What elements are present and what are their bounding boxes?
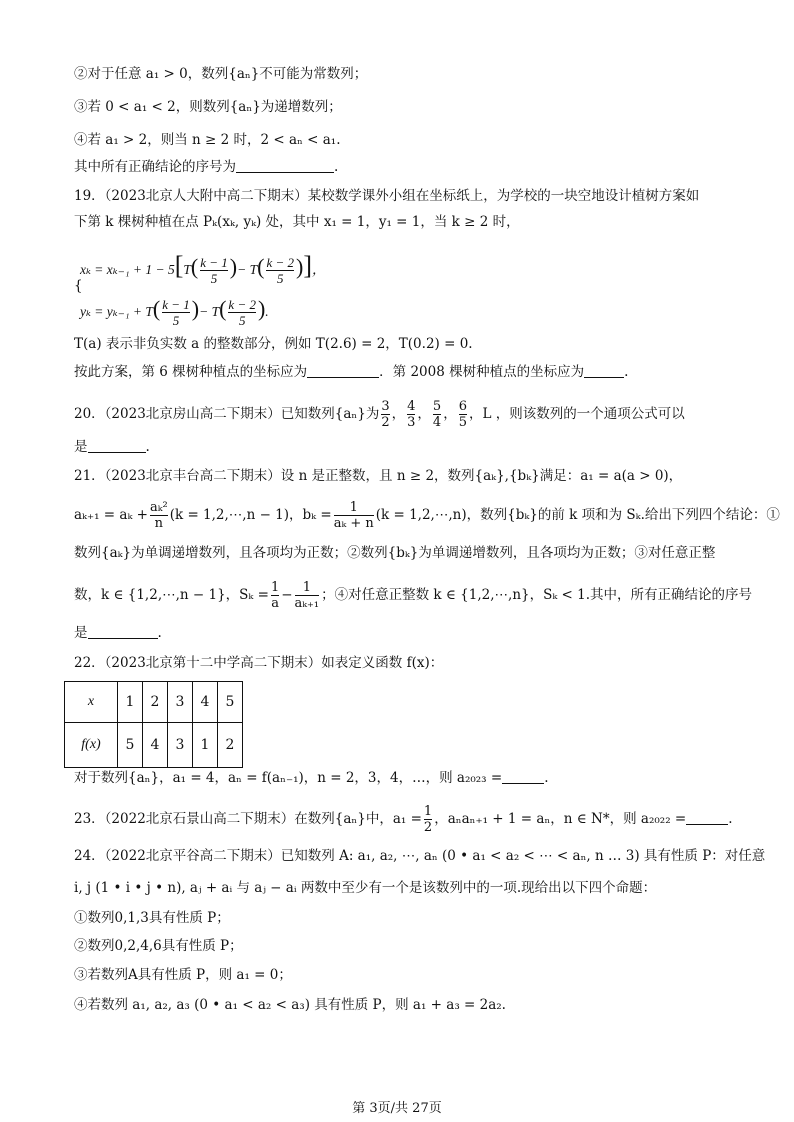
question-21-line-2: aₖ₊₁ = aₖ + $\frac{\text{aₖ²}}{n}$ (k = 1,2,⋯,n − 1)，bₖ = $\frac{1}{\text{aₖ + n}}$ (k = 1,2,⋯,n)，数列{bₖ}的前 k 项和为 Sₖ.给出下列四个结论：① [74, 500, 780, 531]
question-21-line-1: 21．（2023北京丰台高二下期末）设 n 是正整数，且 n ≥ 2，数列{aₖ},{bₖ}满足：a₁ = a(a > 0)， [74, 468, 683, 484]
question-19-line-2: 下第 k 棵树种植在点 Pₖ(xₖ, yₖ) 处，其中 x₁ = 1，y₁ = 1，当 k ≥ 2 时， [74, 214, 520, 230]
fraction: $\frac{6}{5}$ [458, 399, 467, 430]
conclusion-3: ③若 0 < a₁ < 2，则数列{aₙ}为递增数列； [74, 99, 342, 115]
table-cell: 5 [218, 682, 243, 723]
question-20-line-1: 20．（2023北京房山高二下期末）已知数列{aₙ}为 $\frac{3}{2}$ ， $\frac{4}{3}$ ， $\frac{5}{4}$ ， $\frac{6}{5}$ ，L ，则该数列的一个通项公式可以 [74, 399, 685, 430]
fraction: $\frac{5}{4}$ [432, 399, 442, 430]
question-19-brace: { [74, 278, 83, 294]
question-19-formula-y: yₖ = yₖ₋₁ + T( $\frac{k - 1}{5}$ )− T( $\frac{k - 2}{5}$ ). [80, 296, 269, 329]
question-23-line-1: 23．（2022北京石景山高二下期末）在数列{aₙ}中，a₁ = $\frac{1}{2}$ ，aₙaₙ₊₁ + 1 = aₙ，n ∈ N*，则 a₂₀₂₂ = . [74, 804, 733, 835]
question-21-line-3: 数列{aₖ}为单调递增数列，且各项均为正数；②数列{bₖ}为单调递增数列，且各项均为正数；③对任意正整 [74, 545, 716, 561]
answer-blank[interactable] [88, 624, 158, 639]
fraction-one-half: $\frac{1}{2}$ [423, 804, 433, 835]
answer-blank[interactable] [307, 363, 379, 378]
answer-blank[interactable] [584, 363, 624, 378]
question-19-line-4: 按此方案，第 6 棵树种植点的坐标应为 ．第 2008 棵树种植点的坐标应为 . [74, 364, 629, 380]
function-table [64, 681, 243, 768]
fraction-k-minus-2: $\frac{k - 2}{5}$ [228, 297, 256, 329]
question-24-proposition-2: ②数列0,2,4,6具有性质 P； [74, 938, 243, 954]
table-header-cell: f(x) [65, 723, 118, 768]
conclusion-2: ②对于任意 a₁ > 0，数列{aₙ}不可能为常数列； [74, 66, 368, 82]
table-row [65, 682, 243, 723]
fraction: $\frac{\text{aₖ²}}{n}$ [149, 500, 168, 531]
fraction-k-minus-1: $\frac{k - 1}{5}$ [200, 255, 228, 287]
answer-blank[interactable] [88, 438, 146, 453]
fraction: $\frac{1}{\text{aₖ₊₁}}$ [294, 580, 320, 611]
page-footer: 第 3页/共 27页 [352, 1101, 442, 1116]
table-cell: 1 [118, 682, 143, 723]
conclusion-4: ④若 a₁ > 2，则当 n ≥ 2 时，2 < aₙ < a₁. [74, 132, 341, 148]
fraction: $\frac{1}{a}$ [270, 580, 280, 611]
table-cell: 4 [143, 723, 168, 768]
question-20-line-2: 是 . [74, 439, 150, 455]
question-24-proposition-3: ③若数列A具有性质 P，则 a₁ = 0； [74, 967, 292, 983]
question-24-line-2: i, j (1 • i • j • n), aⱼ + aᵢ 与 aⱼ − aᵢ 两数中至少有一个是该数列中的一项.现给出以下四个命题： [74, 880, 657, 896]
question-22-line-1: 22．（2023北京第十二中学高二下期末）如表定义函数 f(x)： [74, 655, 444, 671]
answer-blank[interactable] [686, 810, 728, 825]
table-cell: 2 [143, 682, 168, 723]
question-24-proposition-1: ①数列0,1,3具有性质 P； [74, 910, 230, 926]
fraction: $\frac{3}{2}$ [381, 399, 390, 430]
question-19-line-1: 19．（2023北京人大附中高二下期末）某校数学课外小组在坐标纸上，为学校的一块空地设计植树方案如 [74, 188, 700, 204]
answer-prompt-18: 其中所有正确结论的序号为 . [74, 159, 339, 175]
table-cell: 1 [193, 723, 218, 768]
fraction-k-minus-1: $\frac{k - 1}{5}$ [162, 297, 190, 329]
table-row [65, 723, 243, 768]
table-cell: 3 [168, 682, 193, 723]
question-22-line-2: 对于数列{aₙ}，a₁ = 4，aₙ = f(aₙ₋₁)，n = 2，3，4，…，则 a₂₀₂₃ = . [74, 770, 549, 786]
answer-blank[interactable] [236, 158, 334, 173]
table-cell: 5 [118, 723, 143, 768]
question-19-formula-x: xₖ = xₖ₋₁ + 1 − 5[T( $\frac{k - 1}{5}$ )− T( $\frac{k - 2}{5}$ )]， [80, 251, 326, 287]
question-19-line-3: T(a) 表示非负实数 a 的整数部分，例如 T(2.6) = 2，T(0.2) = 0. [74, 336, 473, 352]
fraction: $\frac{1}{\text{aₖ + n}}$ [333, 500, 374, 531]
question-21-line-4: 数，k ∈ {1,2,⋯,n − 1}，Sₖ = $\frac{1}{a}$ − $\frac{1}{\text{aₖ₊₁}}$ ；④对任意正整数 k ∈ {1,2,⋯,n}，Sₖ < 1.其中，所有正确结论的序号 [74, 580, 753, 611]
table-cell: 2 [218, 723, 243, 768]
fraction: $\frac{4}{3}$ [407, 399, 416, 430]
table-header-cell: x [65, 682, 118, 723]
question-24-line-1: 24．（2022北京平谷高二下期末）已知数列 A: a₁, a₂, ⋯, aₙ (0 • a₁ < a₂ < ⋯ < aₙ, n … 3) 具有性质 P：对任意 [74, 848, 766, 864]
table-cell: 4 [193, 682, 218, 723]
table-cell: 3 [168, 723, 193, 768]
question-21-line-5: 是 . [74, 625, 162, 641]
answer-blank[interactable] [502, 769, 544, 784]
fraction-k-minus-2: $\frac{k - 2}{5}$ [266, 255, 294, 287]
question-24-proposition-4: ④若数列 a₁, a₂, a₃ (0 • a₁ < a₂ < a₃) 具有性质 P，则 a₁ + a₃ = 2a₂. [74, 997, 506, 1013]
